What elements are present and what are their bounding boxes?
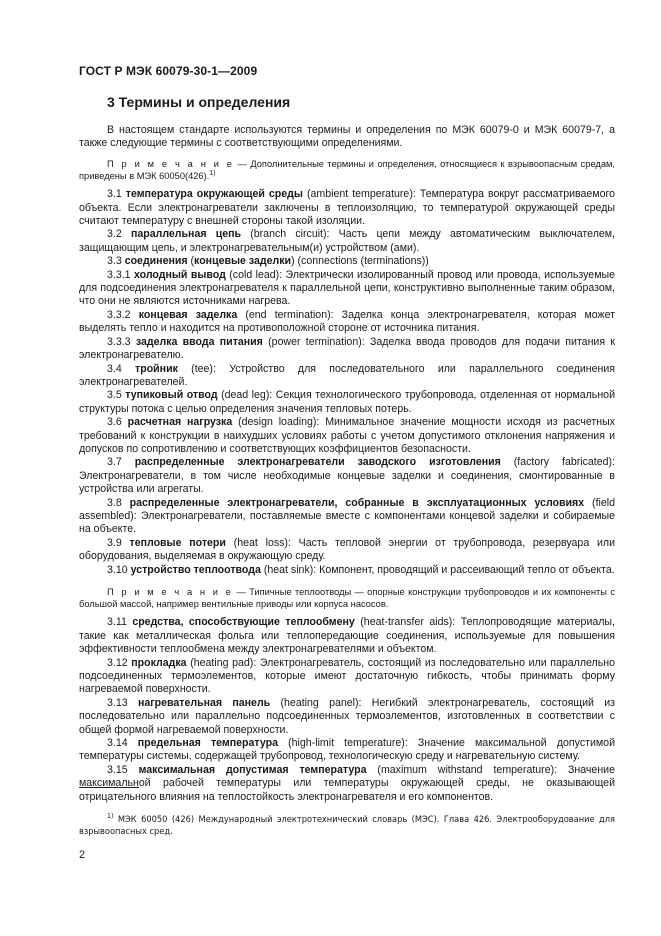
definition-entry	[79, 657, 615, 697]
entry-term: устройство теплоотвода	[130, 563, 261, 576]
entry-number: 3.7	[107, 456, 122, 469]
entry-definition: (power termination): Заделка ввода проводов для подачи питания к электронагревателю.	[79, 335, 615, 362]
entry-term: тупиковый отвод	[125, 389, 218, 402]
entry-number: 3.3	[107, 255, 122, 268]
entry-number: 3.4	[107, 362, 122, 375]
entry-definition: (end termination): Заделка конца электронагревателя, которая может выделять тепло и находится на противоположной стороне от источника питания.	[79, 308, 615, 335]
definition-entry	[79, 188, 615, 228]
definition-entry	[79, 363, 615, 390]
definition-entry	[79, 309, 615, 336]
note-text: — Типичные теплоотводы — опорные конструкции трубопроводов и их компоненты с большой массой, например вентильные приводы или корпуса насосов.	[79, 587, 615, 610]
page-number: 2	[79, 849, 86, 861]
entry-term: тепловые потери	[129, 536, 226, 549]
note-paragraph	[79, 158, 615, 182]
entry-number: 3.9	[107, 536, 122, 549]
definition-list	[79, 188, 615, 577]
entry-definition: (field assembled): Электронагреватели, поставляемые вместе с компонентами концевой заделки и собираемые на объекте.	[79, 496, 616, 536]
entry-definition: (tee): Устройство для последовательного или параллельного соединения электронагревателей.	[79, 362, 615, 388]
note-paragraph	[79, 586, 615, 610]
definition-entry	[79, 228, 615, 255]
entry-number: 3.6	[107, 416, 122, 429]
footnote-text: МЭК 60050 (426) Международный электротехнический словарь (МЭС). Глава 426. Электрооборудование для взрывоопасных сред.	[79, 814, 615, 838]
entry-definition: (cold lead): Электрически изолированный провод или провода, используемые для подсоединения электронагревателя к параллельной цепи, конструктивно выполненные таким образом, что они не являются источниками нагрева.	[79, 268, 615, 308]
definition-entry	[79, 697, 615, 737]
entry-number: 3.3.2	[107, 308, 131, 321]
definition-list	[79, 616, 615, 804]
entry-number: 3.8	[107, 496, 122, 509]
definition-entry	[79, 564, 615, 577]
entry-number: 3.15	[107, 763, 128, 776]
entry-term: распределенные электронагреватели заводского изготовления	[134, 456, 501, 469]
definition-entry	[79, 737, 615, 764]
entry-number: 3.10	[107, 563, 128, 576]
entry-term: средства, способствующие теплообмену	[132, 616, 355, 629]
entry-definition: ) (connections (terminations))	[291, 255, 429, 268]
entry-number: 3.14	[107, 737, 128, 750]
entry-term: тройник	[135, 362, 178, 375]
definition-entry	[79, 537, 615, 564]
footnote-ref: 1)	[209, 170, 216, 178]
definition-entry	[79, 389, 615, 416]
entry-definition: (ambient temperature): Температура вокруг рассматриваемого объекта. Если электронагреватели заключены в теплоизоляцию, то температурой окружающей среды считают температуру с внешней стороны такой изоляции.	[79, 188, 615, 228]
definition-entry	[79, 616, 615, 656]
entry-number: 3.2	[107, 228, 122, 241]
document-body	[79, 124, 615, 804]
note-label: П р и м е ч а н и е	[107, 158, 235, 169]
entry-number: 3.3.3	[107, 335, 131, 348]
entry-term: параллельная цепь	[130, 228, 242, 241]
entry-term: распределенные электронагреватели, собранные в эксплуатационных условиях	[129, 496, 585, 509]
entry-term: максимальная допустимая температура	[138, 763, 367, 776]
section-title: 3 Термины и определения	[107, 94, 291, 110]
definition-entry	[79, 416, 615, 456]
entry-term: холодный вывод	[133, 268, 226, 281]
entry-definition: (factory fabricated): Электронагреватели, в том числе необходимые концевые заделки и соединения, смонтированные в устройства или агрегаты.	[79, 456, 616, 496]
entry-definition: (branch circuit): Часть цепи между автоматическим выключателем, защищающим цепь, и электронагревательным(и) устройством (ами).	[79, 228, 615, 254]
footnote-mark: 1)	[107, 812, 114, 820]
entry-number: 3.13	[107, 696, 128, 709]
entry-definition: (dead leg): Секция технологического трубопровода, отделенная от нормальной структуры потока с целью определения значения тепловых потерь.	[79, 389, 615, 415]
definition-entry	[79, 764, 615, 804]
entry-term: заделка ввода питания	[135, 335, 263, 348]
entry-term: нагревательная панель	[137, 696, 271, 709]
entry-number: 3.3.1	[107, 268, 131, 281]
entry-definition: (maximum withstand temperature): Значение максимальной рабочей температуры или температуры окружающей среды, не оказывающей отрицательного влияния на теплостойкость электронагревателя и его компонентов.	[79, 763, 615, 803]
entry-definition: (heating panel): Негибкий электронагреватель, состоящий из последовательно или параллельно подсоединенных термоэлементов, изготовленных в соответствии с общей формой нагреваемой поверхности.	[79, 696, 615, 736]
entry-number: 3.11	[107, 616, 127, 629]
entry-term: прокладка	[131, 656, 187, 669]
entry-term: расчетная нагрузка	[127, 416, 233, 429]
intro-paragraph: В настоящем стандарте используются термины и определения по МЭК 60079-0 и МЭК 60079-7, а также следующие термины с соответствующими определениями.	[79, 124, 615, 150]
entry-definition: (heating pad): Электронагреватель, состоящий из последовательно или параллельно подсоединенных термоэлементов, которые имеют достаточную гибкость, чтобы принимать форму нагреваемой поверхности.	[79, 656, 615, 696]
entry-definition: (heat-transfer aids): Теплопроводящие материалы, такие как металлическая фольга или теплопередающие соединения, используемые для повышения эффективности теплообмена между электронагревателями и объектом.	[79, 616, 615, 656]
entry-definition: (	[187, 255, 195, 268]
entry-number: 3.5	[107, 389, 122, 402]
entry-definition: (heat loss): Часть тепловой энергии от трубопровода, резервуара или оборудования, выделяемая в окружающую среду.	[79, 536, 615, 563]
entry-definition: (design loading): Минимальное значение мощности исходя из расчетных требований к конструкции в наихудших условиях работы с учетом допустимого отклонения напряжения и допусков по сопротивлению и соответствующих коэффициентов безопасности.	[79, 416, 616, 455]
entry-term: температура окружающей среды	[125, 188, 303, 201]
entry-definition: (high-limit temperature): Значение максимальной допустимой температуры системы, содержащей трубопровод, технологическую среду и нагревательную систему.	[79, 737, 615, 763]
footnote	[79, 814, 615, 839]
definition-entry	[79, 497, 615, 537]
entry-term: соединения	[124, 255, 188, 268]
definition-entry	[79, 456, 615, 496]
document-header: ГОСТ Р МЭК 60079-30-1—2009	[79, 64, 258, 78]
definition-entry	[79, 255, 615, 268]
definition-entry	[79, 269, 615, 309]
entry-number: 3.1	[107, 188, 122, 201]
footnote-divider	[79, 787, 139, 788]
note-text: — Дополнительные термины и определения, относящиеся к взрывоопасным средам, приведены в МЭК 60050(426).	[79, 158, 615, 182]
entry-number: 3.12	[107, 656, 128, 669]
entry-definition: (heat sink): Компонент, проводящий и рассеивающий тепло от объекта.	[260, 563, 615, 576]
entry-term: предельная температура	[137, 737, 278, 750]
entry-term: концевая заделка	[138, 308, 238, 321]
definition-entry	[79, 336, 615, 363]
note-label: П р и м е ч а н и е	[107, 587, 234, 597]
entry-term: концевые заделки	[194, 255, 292, 268]
